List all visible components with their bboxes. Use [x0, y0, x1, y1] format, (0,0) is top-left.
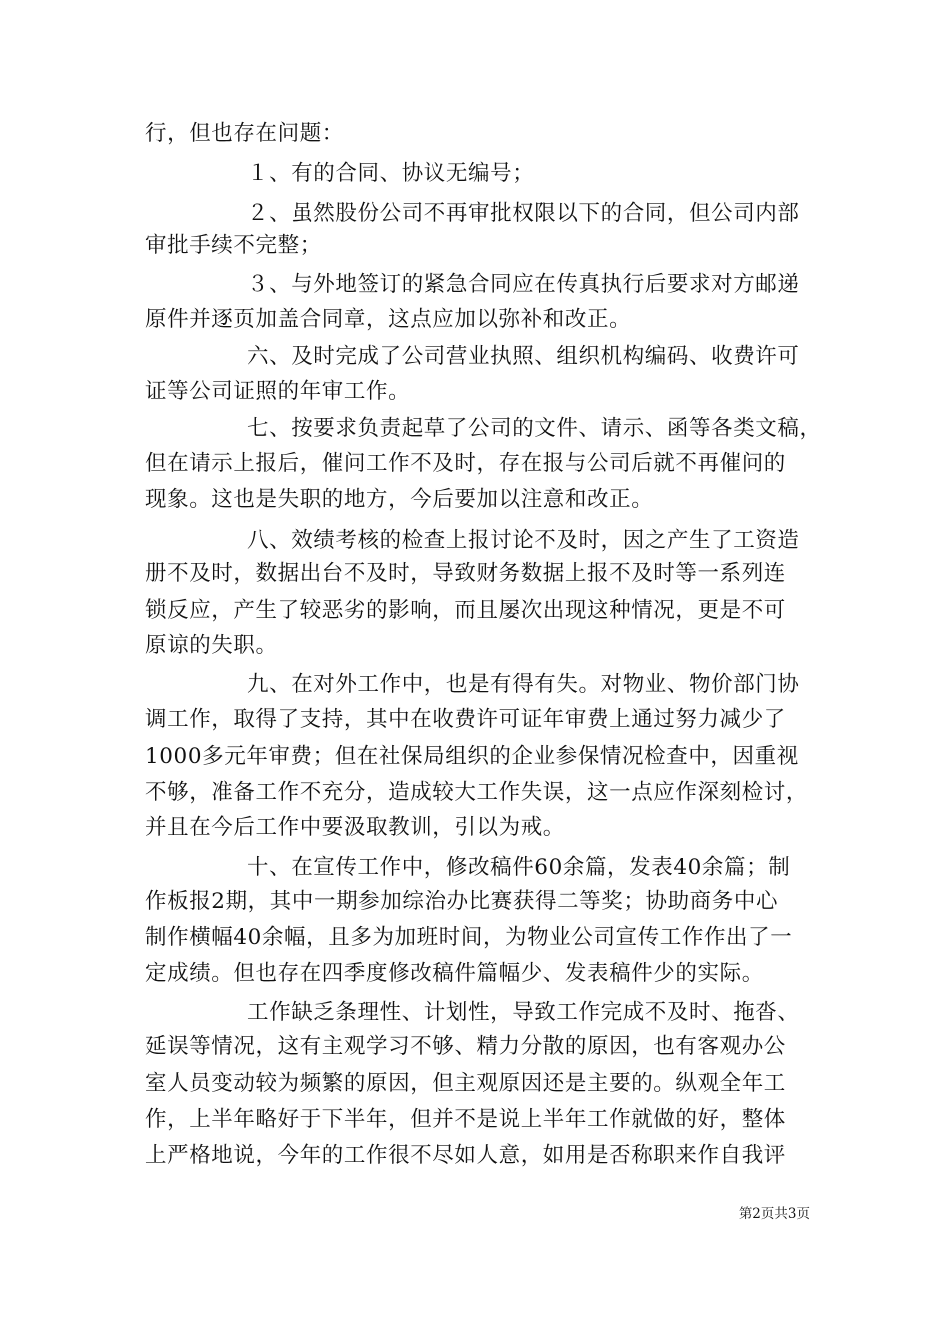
text-line: 工作缺乏条理性、计划性，导致工作完成不及时、拖沓、	[247, 1000, 800, 1025]
text-line: 原谅的失职。	[145, 633, 278, 658]
text-line: 九、在对外工作中，也是有得有失。对物业、物价部门协	[247, 672, 800, 697]
text-line: 室人员变动较为频繁的原因，但主观原因还是主要的。纵观全年工	[145, 1071, 786, 1096]
text-line: 1000多元年审费；但在社保局组织的企业参保情况检查中，因重视	[145, 744, 799, 769]
text-line: 上严格地说，今年的工作很不尽如人意，如用是否称职来作自我评	[145, 1143, 786, 1168]
text-line: 但在请示上报后，催问工作不及时，存在报与公司后就不再催问的	[145, 451, 786, 476]
text-line: 制作横幅40余幅，且多为加班时间，为物业公司宣传工作作出了一	[145, 925, 793, 950]
text-line: １、有的合同、协议无编号；	[247, 161, 535, 186]
text-line: 八、效绩考核的检查上报讨论不及时，因之产生了工资造	[247, 528, 800, 553]
text-line: 锁反应，产生了较恶劣的影响，而且屡次出现这种情况，更是不可	[145, 598, 786, 623]
page-number: 第2页共3页	[738, 1206, 810, 1222]
text-line: 作板报2期，其中一期参加综治办比赛获得二等奖；协助商务中心	[145, 889, 779, 914]
text-line: 调工作，取得了支持，其中在收费许可证年审费上通过努力减少了	[145, 707, 786, 732]
text-line: 延误等情况，这有主观学习不够、精力分散的原因，也有客观办公	[145, 1034, 786, 1059]
text-line: 六、及时完成了公司营业执照、组织机构编码、收费许可	[247, 344, 800, 369]
text-line: 现象。这也是失职的地方，今后要加以注意和改正。	[145, 487, 654, 512]
text-line: 证等公司证照的年审工作。	[145, 379, 411, 404]
text-line: 原件并逐页加盖合同章，这点应加以弥补和改正。	[145, 307, 632, 332]
text-line: 册不及时，数据出台不及时，导致财务数据上报不及时等一系列连	[145, 561, 786, 586]
text-line: 定成绩。但也存在四季度修改稿件篇幅少、发表稿件少的实际。	[145, 961, 764, 986]
text-line: 十、在宣传工作中，修改稿件60余篇，发表40余篇；制	[247, 855, 791, 880]
text-line: 并且在今后工作中要汲取教训，引以为戒。	[145, 815, 565, 840]
text-line: ３、与外地签订的紧急合同应在传真执行后要求对方邮递	[247, 272, 800, 297]
text-line: ２、虽然股份公司不再审批权限以下的合同，但公司内部	[247, 201, 800, 226]
text-line: 不够，准备工作不充分，造成较大工作失误，这一点应作深刻检讨，	[145, 780, 809, 805]
text-line: 审批手续不完整；	[145, 233, 322, 258]
text-line: 行，但也存在问题：	[145, 121, 344, 146]
text-line: 七、按要求负责起草了公司的文件、请示、函等各类文稿，	[247, 416, 822, 441]
text-line: 作，上半年略好于下半年，但并不是说上半年工作就做的好，整体	[145, 1107, 786, 1132]
